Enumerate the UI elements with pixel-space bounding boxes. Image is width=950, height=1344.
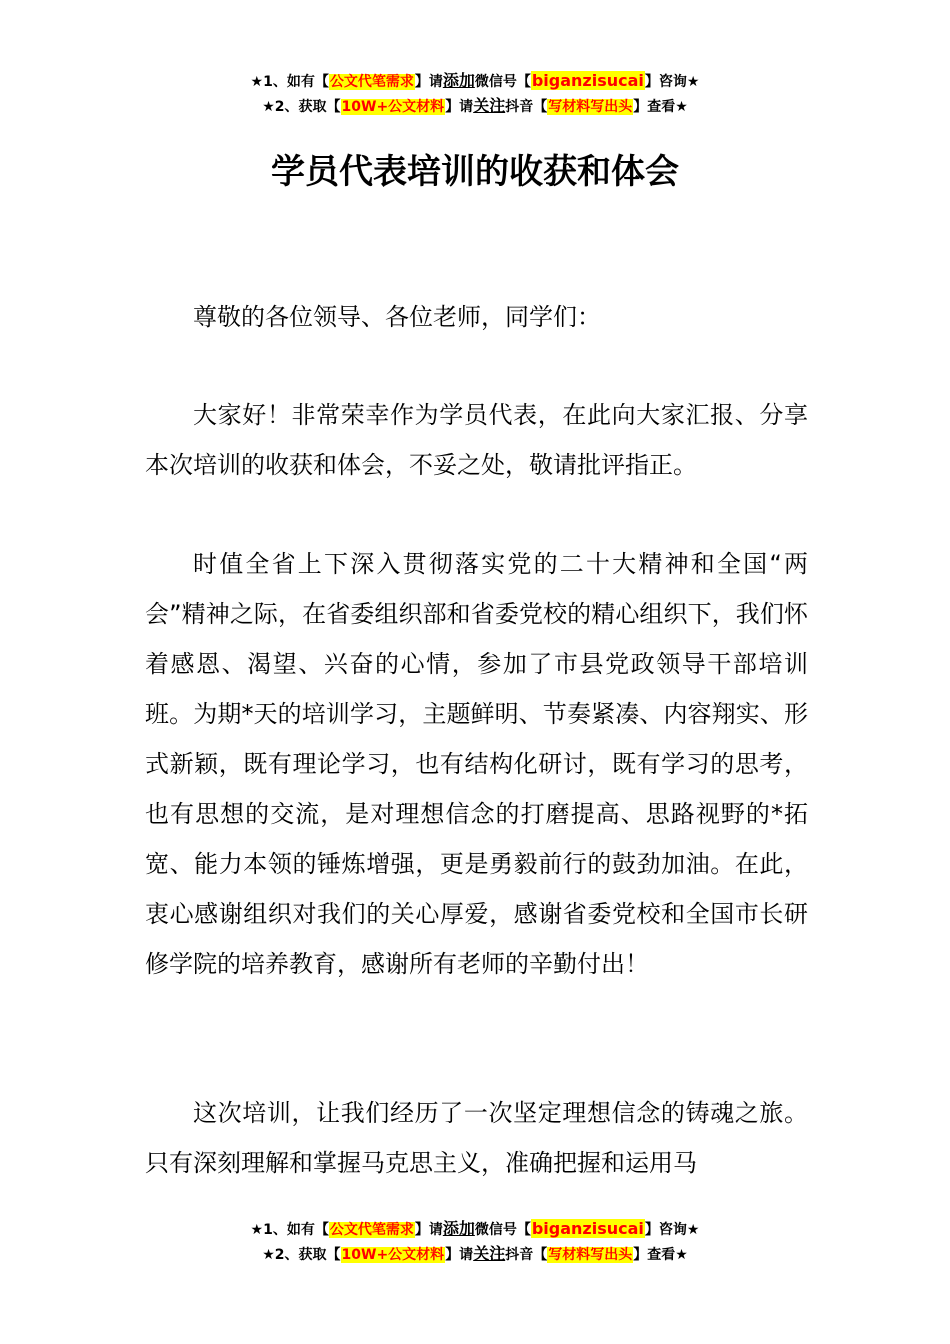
highlight-douyin: 写材料写出头 [548, 1247, 633, 1263]
banner-text: 抖音【 [505, 1247, 548, 1263]
highlight-douyin: 写材料写出头 [548, 99, 633, 115]
context-paragraph: 时值全省上下深入贯彻落实党的二十大精神和全国“两会”精神之际，在省委组织部和省委党校的精心组织下，我们怀着感恩、渴望、兴奋的心情，参加了市县党政领导干部培训班。为期*天的培训学习，主题鲜明、节奏紧凑、内容翔实、形式新颖，既有理论学习，也有结构化研讨，既有学习的思考，也有思想的交流，是对理想信念的打磨提高、思路视野的*拓宽、能力本领的锤炼增强，更是勇毅前行的鼓劲加油。在此，衷心感谢组织对我们的关心厚爱，感谢省委党校和全国市长研修学院的培养教育，感谢所有老师的辛勤付出！ [145, 550, 808, 978]
underlined-text: 添加 [442, 71, 475, 90]
underlined-text: 添加 [442, 1219, 475, 1238]
banner-text: 微信号【 [474, 74, 531, 90]
star-icon: ★ [262, 1247, 275, 1263]
banner-text: 1、如有【 [263, 74, 329, 90]
highlight-service: 公文代笔需求 [329, 74, 414, 90]
document-title: 学员代表培训的收获和体会 [271, 152, 679, 192]
highlight-materials: 10W+公文材料 [341, 99, 445, 115]
banner-line-1 [0, 68, 950, 93]
star-icon: ★ [675, 99, 688, 115]
star-icon: ★ [686, 74, 700, 90]
banner-text: 1、如有【 [263, 1222, 329, 1238]
banner-text: 】请 [414, 74, 443, 90]
banner-text: 】查看 [633, 99, 676, 115]
banner-line-1 [0, 1216, 950, 1241]
banner-text: 微信号【 [474, 1222, 531, 1238]
star-icon: ★ [675, 1247, 688, 1263]
highlight-service: 公文代笔需求 [329, 1222, 414, 1238]
banner-text: 】请 [445, 1247, 474, 1263]
highlight-wechat-id: biganzisucai [531, 1219, 644, 1238]
banner-text: 2、获取【 [274, 99, 341, 115]
banner-text: 】请 [414, 1222, 443, 1238]
underlined-text: 关注 [473, 1244, 506, 1263]
banner-text: 】请 [445, 99, 474, 115]
banner-line-2 [0, 93, 950, 118]
footer-banner [0, 1216, 950, 1266]
banner-text: 】咨询 [644, 74, 687, 90]
star-icon: ★ [250, 74, 264, 90]
star-icon: ★ [262, 99, 275, 115]
header-banner [0, 68, 950, 118]
greeting-paragraph: 大家好！非常荣幸作为学员代表，在此向大家汇报、分享本次培训的收获和体会，不妥之处，敬请批评指正。 [145, 401, 808, 479]
star-icon: ★ [686, 1222, 700, 1238]
banner-text: 2、获取【 [274, 1247, 341, 1263]
banner-text: 】查看 [633, 1247, 676, 1263]
banner-text: 】咨询 [644, 1222, 687, 1238]
underlined-text: 关注 [473, 96, 506, 115]
banner-line-2 [0, 1241, 950, 1266]
salutation-paragraph: 尊敬的各位领导、各位老师，同学们： [193, 303, 601, 331]
star-icon: ★ [250, 1222, 264, 1238]
highlight-materials: 10W+公文材料 [341, 1247, 445, 1263]
banner-text: 抖音【 [505, 99, 548, 115]
highlight-wechat-id: biganzisucai [531, 71, 644, 90]
reflection-paragraph: 这次培训，让我们经历了一次坚定理想信念的铸魂之旅。只有深刻理解和掌握马克思主义，准确把握和运用马 [145, 1099, 808, 1177]
